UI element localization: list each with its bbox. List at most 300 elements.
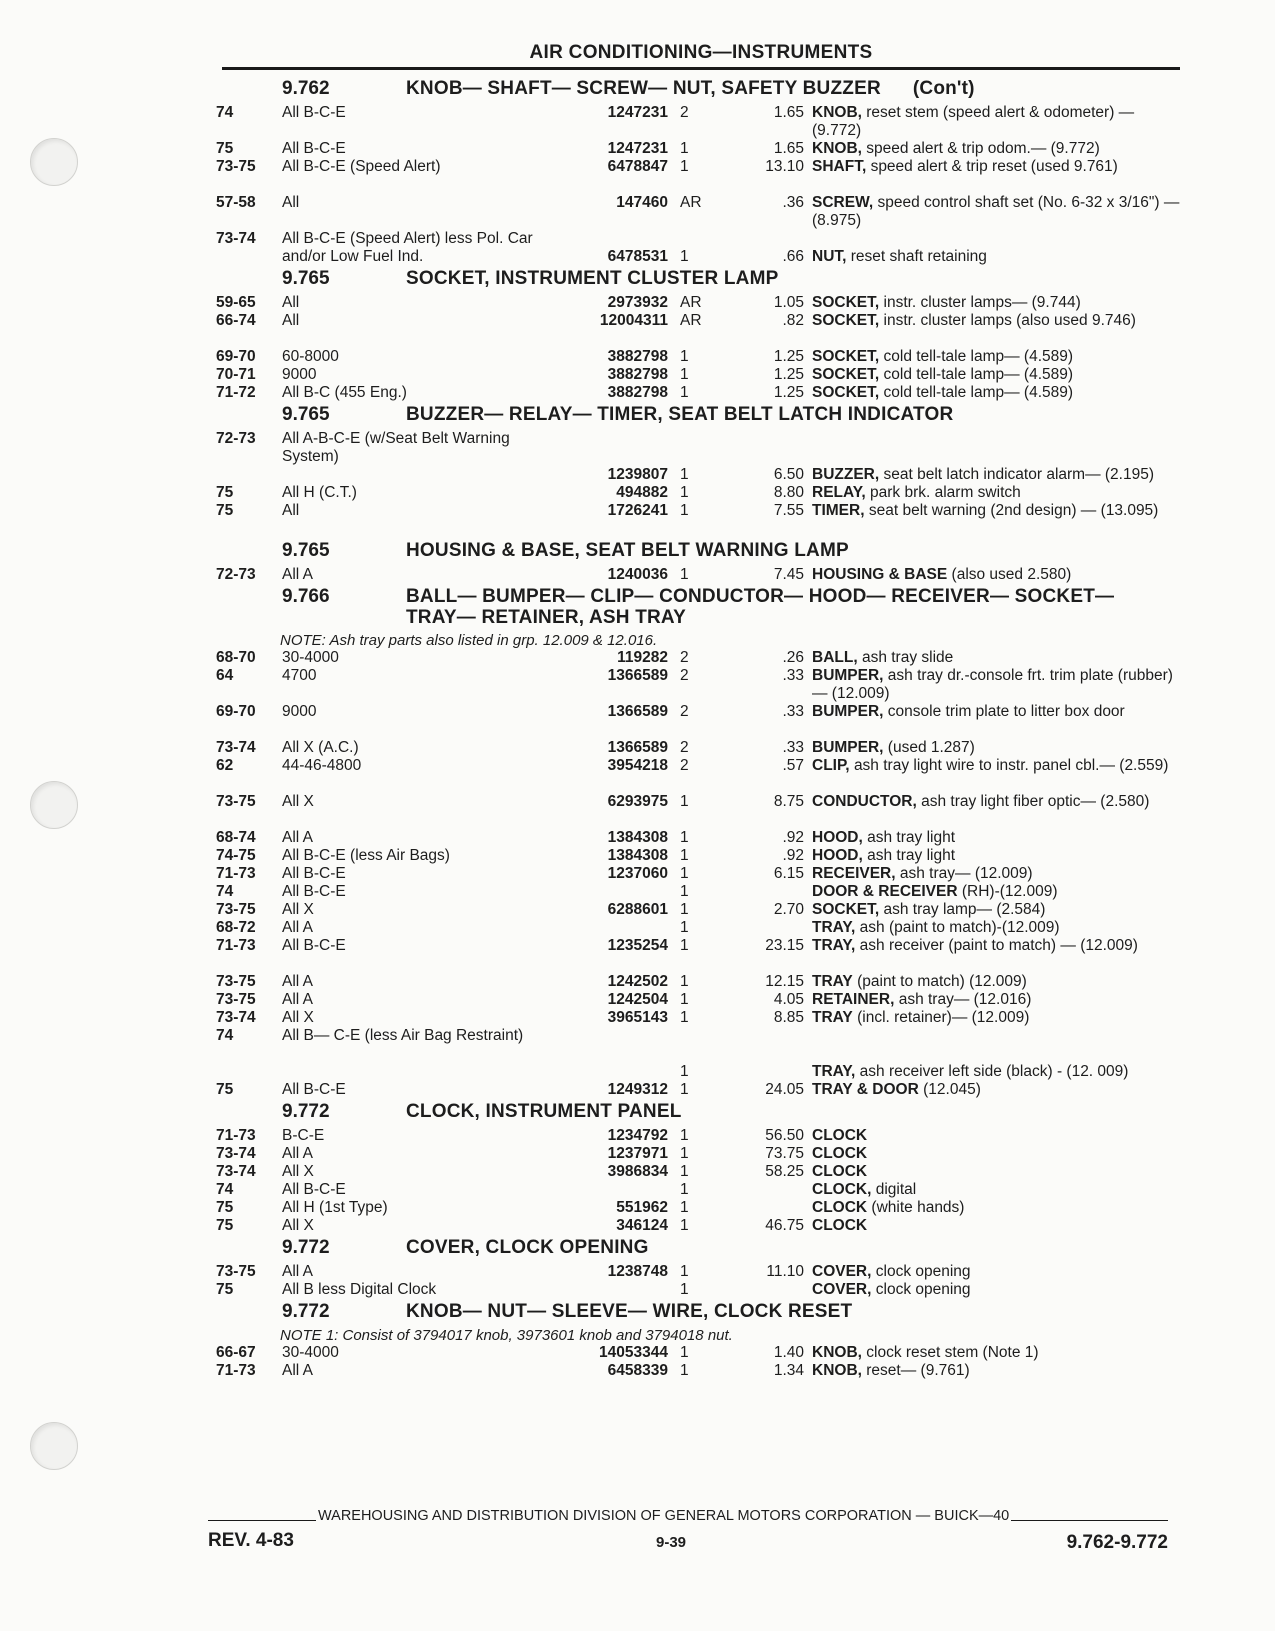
group-title-text: BALL— BUMPER— CLIP— CONDUCTOR— HOOD— RECEIVER— SOCKET— TRAY— RETAINER, ASH TRAY: [406, 586, 1115, 628]
quantity: 1: [680, 384, 689, 401]
quantity: 2: [680, 649, 689, 666]
part-number: 1234792: [607, 1127, 668, 1144]
model-applicability: 44-46-4800: [282, 757, 362, 774]
price: 6.15: [773, 865, 804, 882]
model-applicability: All A-B-C-E (w/Seat Belt Warning System): [282, 430, 510, 465]
quantity: 1: [680, 158, 689, 175]
group-title-text: SOCKET, INSTRUMENT CLUSTER LAMP: [406, 268, 779, 289]
model-applicability: All X (A.C.): [282, 739, 359, 756]
part-detail: reset stem (speed alert & odometer) — (9.772): [812, 104, 1135, 139]
model-applicability: 9000: [282, 366, 317, 383]
part-row: [216, 348, 1181, 366]
part-name: SOCKET,: [812, 294, 880, 311]
part-name: CLOCK: [812, 1163, 868, 1180]
group-heading: [216, 1301, 1181, 1327]
part-number: 1366589: [607, 667, 668, 684]
group-heading: [216, 540, 1181, 566]
model-applicability: All: [282, 294, 300, 311]
part-detail: ash receiver left side (black) - (12. 009): [859, 1063, 1129, 1080]
binder-hole: [30, 1422, 78, 1470]
part-detail: seat belt warning (2nd design) — (13.095): [868, 502, 1159, 519]
part-number: 1366589: [607, 703, 668, 720]
part-number: 147460: [616, 194, 668, 211]
model-years: 68-72: [216, 919, 256, 936]
part-row: [216, 1009, 1181, 1027]
group-section: [216, 1101, 1181, 1235]
part-number: 1384308: [607, 829, 668, 846]
part-row: [216, 757, 1181, 793]
part-number: 1384308: [607, 847, 668, 864]
price: .33: [782, 703, 804, 720]
part-row: [216, 865, 1181, 883]
part-detail: instr. cluster lamps (also used 9.746): [883, 312, 1136, 329]
price: .66: [782, 248, 804, 265]
group-section: [216, 268, 1181, 402]
part-row: [216, 1181, 1181, 1199]
part-detail: clock opening: [875, 1263, 971, 1280]
part-name: KNOB,: [812, 104, 862, 121]
model-applicability: All: [282, 502, 300, 519]
quantity: 1: [680, 1127, 689, 1144]
part-description: [812, 502, 1180, 520]
model-applicability: All X: [282, 1163, 314, 1180]
part-name: CLIP,: [812, 757, 850, 774]
group-title: [406, 1301, 852, 1323]
model-applicability: All A: [282, 1263, 314, 1280]
part-description: [812, 1063, 1180, 1081]
model-years: 68-70: [216, 649, 256, 666]
price: 1.65: [773, 104, 804, 121]
model-years: 74-75: [216, 847, 256, 864]
model-applicability: All A: [282, 973, 314, 990]
group-title: [406, 78, 975, 100]
part-detail: ash tray— (12.016): [898, 991, 1032, 1008]
part-name: COVER,: [812, 1263, 872, 1280]
part-number: 1238748: [607, 1263, 668, 1280]
part-name: CLOCK,: [812, 1181, 872, 1198]
part-number: 3882798: [607, 366, 668, 383]
part-name: KNOB,: [812, 1362, 862, 1379]
group-title: [406, 540, 849, 562]
model-years: 75: [216, 1281, 234, 1298]
model-years: 73-74: [216, 230, 256, 247]
quantity: 1: [680, 865, 689, 882]
part-row: [216, 1344, 1181, 1362]
model-applicability: All B-C-E: [282, 865, 346, 882]
quantity: 1: [680, 1263, 689, 1280]
part-name: CLOCK: [812, 1199, 868, 1216]
part-name: TRAY & DOOR: [812, 1081, 919, 1098]
part-detail: ash tray light wire to instr. panel cbl.— (2.559): [853, 757, 1169, 774]
part-row: [216, 1145, 1181, 1163]
price: .33: [782, 739, 804, 756]
part-row: [216, 973, 1181, 991]
model-years: 72-73: [216, 566, 256, 583]
part-row: [216, 1281, 1181, 1299]
part-number: 1366589: [607, 739, 668, 756]
part-row: [216, 739, 1181, 757]
model-years: 71-73: [216, 1362, 256, 1379]
model-applicability: 30-4000: [282, 1344, 339, 1361]
part-detail: instr. cluster lamps— (9.744): [883, 294, 1081, 311]
part-row: [216, 158, 1181, 194]
model-years: 62: [216, 757, 234, 774]
part-description: [812, 919, 1180, 937]
part-number: 1240036: [607, 566, 668, 583]
group-number: 9.772: [282, 1101, 330, 1122]
part-description: [812, 366, 1180, 384]
group-title: [406, 268, 778, 290]
quantity: 1: [680, 991, 689, 1008]
price: 58.25: [765, 1163, 804, 1180]
part-number: 6478531: [607, 248, 668, 265]
part-description: [812, 847, 1180, 865]
group-title-text: CLOCK, INSTRUMENT PANEL: [406, 1101, 682, 1122]
part-number: 14053344: [599, 1344, 668, 1361]
part-description: [812, 140, 1180, 158]
model-applicability: 4700: [282, 667, 317, 684]
part-description: [812, 1217, 1180, 1235]
part-name: DOOR & RECEIVER: [812, 883, 958, 900]
model-years: 71-72: [216, 384, 256, 401]
group-title: [406, 1101, 682, 1123]
model-years: 71-73: [216, 937, 256, 954]
part-row: [216, 649, 1181, 667]
part-description: [812, 1127, 1180, 1145]
quantity: 2: [680, 739, 689, 756]
part-row: [216, 1163, 1181, 1181]
part-row: [216, 829, 1181, 847]
price: 8.75: [773, 793, 804, 810]
part-detail: console trim plate to litter box door: [887, 703, 1125, 720]
group-section: [216, 1301, 1181, 1380]
part-description: [812, 1145, 1180, 1163]
model-applicability: All B-C-E: [282, 1081, 346, 1098]
part-row: [216, 991, 1181, 1009]
quantity: 1: [680, 1163, 689, 1180]
part-name: CLOCK: [812, 1127, 868, 1144]
part-detail: (used 1.287): [887, 739, 975, 756]
model-years: 73-75: [216, 901, 256, 918]
part-number: 551962: [616, 1199, 668, 1216]
part-row: [216, 703, 1181, 739]
price: 73.75: [765, 1145, 804, 1162]
part-detail: (paint to match) (12.009): [857, 973, 1027, 990]
group-number: 9.762: [282, 78, 330, 99]
model-years: 74: [216, 1181, 234, 1198]
quantity: 1: [680, 1181, 689, 1198]
page-footer: [208, 1508, 1168, 1553]
group-number: 9.765: [282, 268, 330, 289]
part-number: 1726241: [607, 502, 668, 519]
model-applicability: All B-C-E (Speed Alert): [282, 158, 441, 175]
model-years: 72-73: [216, 430, 256, 447]
part-number: 1247231: [607, 140, 668, 157]
price: .57: [782, 757, 804, 774]
part-description: [812, 991, 1180, 1009]
part-description: [812, 793, 1180, 811]
part-number: 1237971: [607, 1145, 668, 1162]
model-years: 66-74: [216, 312, 256, 329]
price: 6.50: [773, 466, 804, 483]
part-name: COVER,: [812, 1281, 872, 1298]
quantity: 1: [680, 1281, 689, 1298]
group-title: [406, 586, 1126, 628]
part-detail: reset— (9.761): [866, 1362, 970, 1379]
quantity: 1: [680, 1009, 689, 1026]
model-applicability: All B less Digital Clock: [282, 1281, 437, 1298]
part-name: CLOCK: [812, 1145, 868, 1162]
part-description: [812, 466, 1180, 484]
model-applicability: All: [282, 312, 300, 329]
model-applicability: All H (1st Type): [282, 1199, 388, 1216]
group-heading: [216, 78, 1181, 104]
group-section: [216, 404, 1181, 538]
part-detail: ash tray light: [867, 829, 956, 846]
part-row: [216, 667, 1181, 703]
model-years: 71-73: [216, 1127, 256, 1144]
part-detail: (incl. retainer)— (12.009): [857, 1009, 1030, 1026]
part-detail: speed alert & trip odom.— (9.772): [866, 140, 1100, 157]
quantity: 1: [680, 829, 689, 846]
price: 8.80: [773, 484, 804, 501]
quantity: 1: [680, 566, 689, 583]
model-years: 73-74: [216, 1145, 256, 1162]
model-applicability: All B-C-E: [282, 1181, 346, 1198]
model-years: 73-74: [216, 739, 256, 756]
part-number: 3954218: [607, 757, 668, 774]
part-row: [216, 366, 1181, 384]
price: 2.70: [773, 901, 804, 918]
quantity: AR: [680, 194, 702, 211]
part-description: [812, 384, 1180, 402]
part-description: [812, 294, 1180, 312]
part-name: BUMPER,: [812, 703, 884, 720]
part-number: 1235254: [607, 937, 668, 954]
part-name: KNOB,: [812, 1344, 862, 1361]
part-description: [812, 194, 1180, 230]
part-row: [216, 937, 1181, 973]
quantity: 1: [680, 248, 689, 265]
page-number: 9-39: [656, 1534, 687, 1551]
model-years: 73-75: [216, 793, 256, 810]
part-description: [812, 158, 1180, 176]
price: 1.34: [773, 1362, 804, 1379]
model-applicability: All A: [282, 566, 314, 583]
model-applicability: All B-C-E (less Air Bags): [282, 847, 450, 864]
part-description: [812, 1199, 1180, 1217]
part-description: [812, 883, 1180, 901]
part-name: BALL,: [812, 649, 858, 666]
part-row: [216, 847, 1181, 865]
model-years: 59-65: [216, 294, 256, 311]
part-description: [812, 703, 1180, 721]
model-years: 73-75: [216, 1263, 256, 1280]
part-name: TIMER,: [812, 502, 865, 519]
header-rule: [222, 67, 1180, 70]
part-detail: seat belt latch indicator alarm— (2.195): [883, 466, 1155, 483]
quantity: 1: [680, 1081, 689, 1098]
model-years: 75: [216, 1081, 234, 1098]
part-detail: ash tray dr.-console frt. trim plate (rubber) — (12.009): [812, 667, 1173, 702]
quantity: 1: [680, 484, 689, 501]
part-detail: cold tell-tale lamp— (4.589): [883, 348, 1074, 365]
part-row: [216, 793, 1181, 829]
part-name: BUZZER,: [812, 466, 880, 483]
price: .36: [782, 194, 804, 211]
part-row: [216, 1263, 1181, 1281]
part-number: 3882798: [607, 384, 668, 401]
price: 13.10: [765, 158, 804, 175]
part-row: [216, 430, 1181, 484]
part-detail: ash tray light: [867, 847, 956, 864]
part-description: [812, 1181, 1180, 1199]
quantity: 1: [680, 1199, 689, 1216]
part-detail: digital: [875, 1181, 917, 1198]
part-name: SOCKET,: [812, 384, 880, 401]
part-row: [216, 484, 1181, 502]
model-years: 73-75: [216, 973, 256, 990]
price: .92: [782, 847, 804, 864]
model-years: 75: [216, 1217, 234, 1234]
group-section: [216, 78, 1181, 266]
price: 24.05: [765, 1081, 804, 1098]
page-header: [222, 42, 1180, 70]
group-title-text: KNOB— SHAFT— SCREW— NUT, SAFETY BUZZER: [406, 78, 881, 99]
part-number: 119282: [617, 649, 668, 666]
price: 1.25: [773, 384, 804, 401]
model-applicability: 9000: [282, 703, 317, 720]
binder-hole: [30, 781, 78, 829]
part-description: [812, 973, 1180, 991]
part-name: BUMPER,: [812, 739, 884, 756]
part-name: RECEIVER,: [812, 865, 896, 882]
part-name: SOCKET,: [812, 901, 880, 918]
quantity: 1: [680, 348, 689, 365]
model-years: 64: [216, 667, 234, 684]
part-row: [216, 883, 1181, 901]
group-number: 9.765: [282, 540, 330, 561]
price: 1.65: [773, 140, 804, 157]
price: 1.25: [773, 348, 804, 365]
part-name: TRAY,: [812, 1063, 856, 1080]
part-detail: park brk. alarm switch: [870, 484, 1021, 501]
part-number: 6478847: [607, 158, 668, 175]
model-years: 75: [216, 140, 234, 157]
part-description: [812, 1281, 1180, 1299]
group-title-text: KNOB— NUT— SLEEVE— WIRE, CLOCK RESET: [406, 1301, 853, 1322]
part-description: [812, 1009, 1180, 1027]
model-years: 73-75: [216, 991, 256, 1008]
model-applicability: All B-C-E: [282, 140, 346, 157]
quantity: 1: [680, 1063, 689, 1080]
model-applicability: 30-4000: [282, 649, 339, 666]
quantity: 1: [680, 847, 689, 864]
part-row: [216, 194, 1181, 230]
part-name: RETAINER,: [812, 991, 895, 1008]
group-note: NOTE: Ash tray parts also listed in grp. 12.009 & 12.016.: [280, 632, 658, 649]
part-name: SCREW,: [812, 194, 874, 211]
part-detail: clock opening: [875, 1281, 971, 1298]
quantity: 1: [680, 973, 689, 990]
part-description: [812, 248, 1180, 266]
quantity: 1: [680, 502, 689, 519]
price: 56.50: [765, 1127, 804, 1144]
part-row: [216, 502, 1181, 538]
part-description: [812, 1081, 1180, 1099]
group-note: NOTE 1: Consist of 3794017 knob, 3973601 knob and 3794018 nut.: [280, 1327, 733, 1344]
price: 8.85: [773, 1009, 804, 1026]
part-detail: (12.045): [923, 1081, 981, 1098]
part-number: 1247231: [607, 104, 668, 121]
quantity: 1: [680, 793, 689, 810]
price: 23.15: [765, 937, 804, 954]
part-number: 12004311: [599, 312, 668, 329]
continued-label: (Con't): [912, 78, 975, 99]
part-detail: speed alert & trip reset (used 9.761): [870, 158, 1118, 175]
quantity: 1: [680, 883, 689, 900]
price: 1.05: [773, 294, 804, 311]
part-row: [216, 919, 1181, 937]
model-applicability: All: [282, 194, 300, 211]
part-name: RELAY,: [812, 484, 866, 501]
group-heading: [216, 268, 1181, 294]
price: 7.55: [773, 502, 804, 519]
quantity: AR: [680, 312, 702, 329]
part-description: [812, 484, 1180, 502]
price: 7.45: [773, 566, 804, 583]
quantity: 2: [680, 667, 689, 684]
model-applicability: B-C-E: [282, 1127, 325, 1144]
part-row: [216, 384, 1181, 402]
part-description: [812, 829, 1180, 847]
group-section: [216, 1237, 1181, 1299]
part-name: TRAY,: [812, 919, 856, 936]
part-number: 1249312: [607, 1081, 668, 1098]
group-title-text: BUZZER— RELAY— TIMER, SEAT BELT LATCH INDICATOR: [406, 404, 954, 425]
model-applicability: All X: [282, 901, 314, 918]
model-years: 75: [216, 502, 234, 519]
model-applicability: 60-8000: [282, 348, 339, 365]
part-row: [216, 1081, 1181, 1099]
group-section: [216, 540, 1181, 584]
model-applicability: All A: [282, 991, 314, 1008]
part-row: [216, 294, 1181, 312]
model-applicability: All X: [282, 1009, 314, 1026]
model-years: 70-71: [216, 366, 256, 383]
part-detail: (RH)-(12.009): [961, 883, 1058, 900]
part-name: CONDUCTOR,: [812, 793, 917, 810]
model-years: 73-74: [216, 1009, 256, 1026]
model-years: 69-70: [216, 348, 256, 365]
quantity: 2: [680, 757, 689, 774]
price: 11.10: [766, 1263, 804, 1280]
part-number: 3986834: [607, 1163, 668, 1180]
part-description: [812, 1344, 1180, 1362]
part-detail: ash (paint to match)-(12.009): [859, 919, 1060, 936]
part-detail: clock reset stem (Note 1): [866, 1344, 1039, 1361]
binder-hole: [30, 138, 78, 186]
part-detail: ash tray lamp— (2.584): [883, 901, 1046, 918]
part-description: [812, 649, 1180, 667]
part-detail: cold tell-tale lamp— (4.589): [883, 366, 1074, 383]
quantity: AR: [680, 294, 702, 311]
part-description: [812, 1362, 1180, 1380]
part-description: [812, 312, 1180, 330]
group-section: [216, 586, 1181, 1099]
part-description: [812, 667, 1180, 703]
group-number: 9.772: [282, 1301, 330, 1322]
